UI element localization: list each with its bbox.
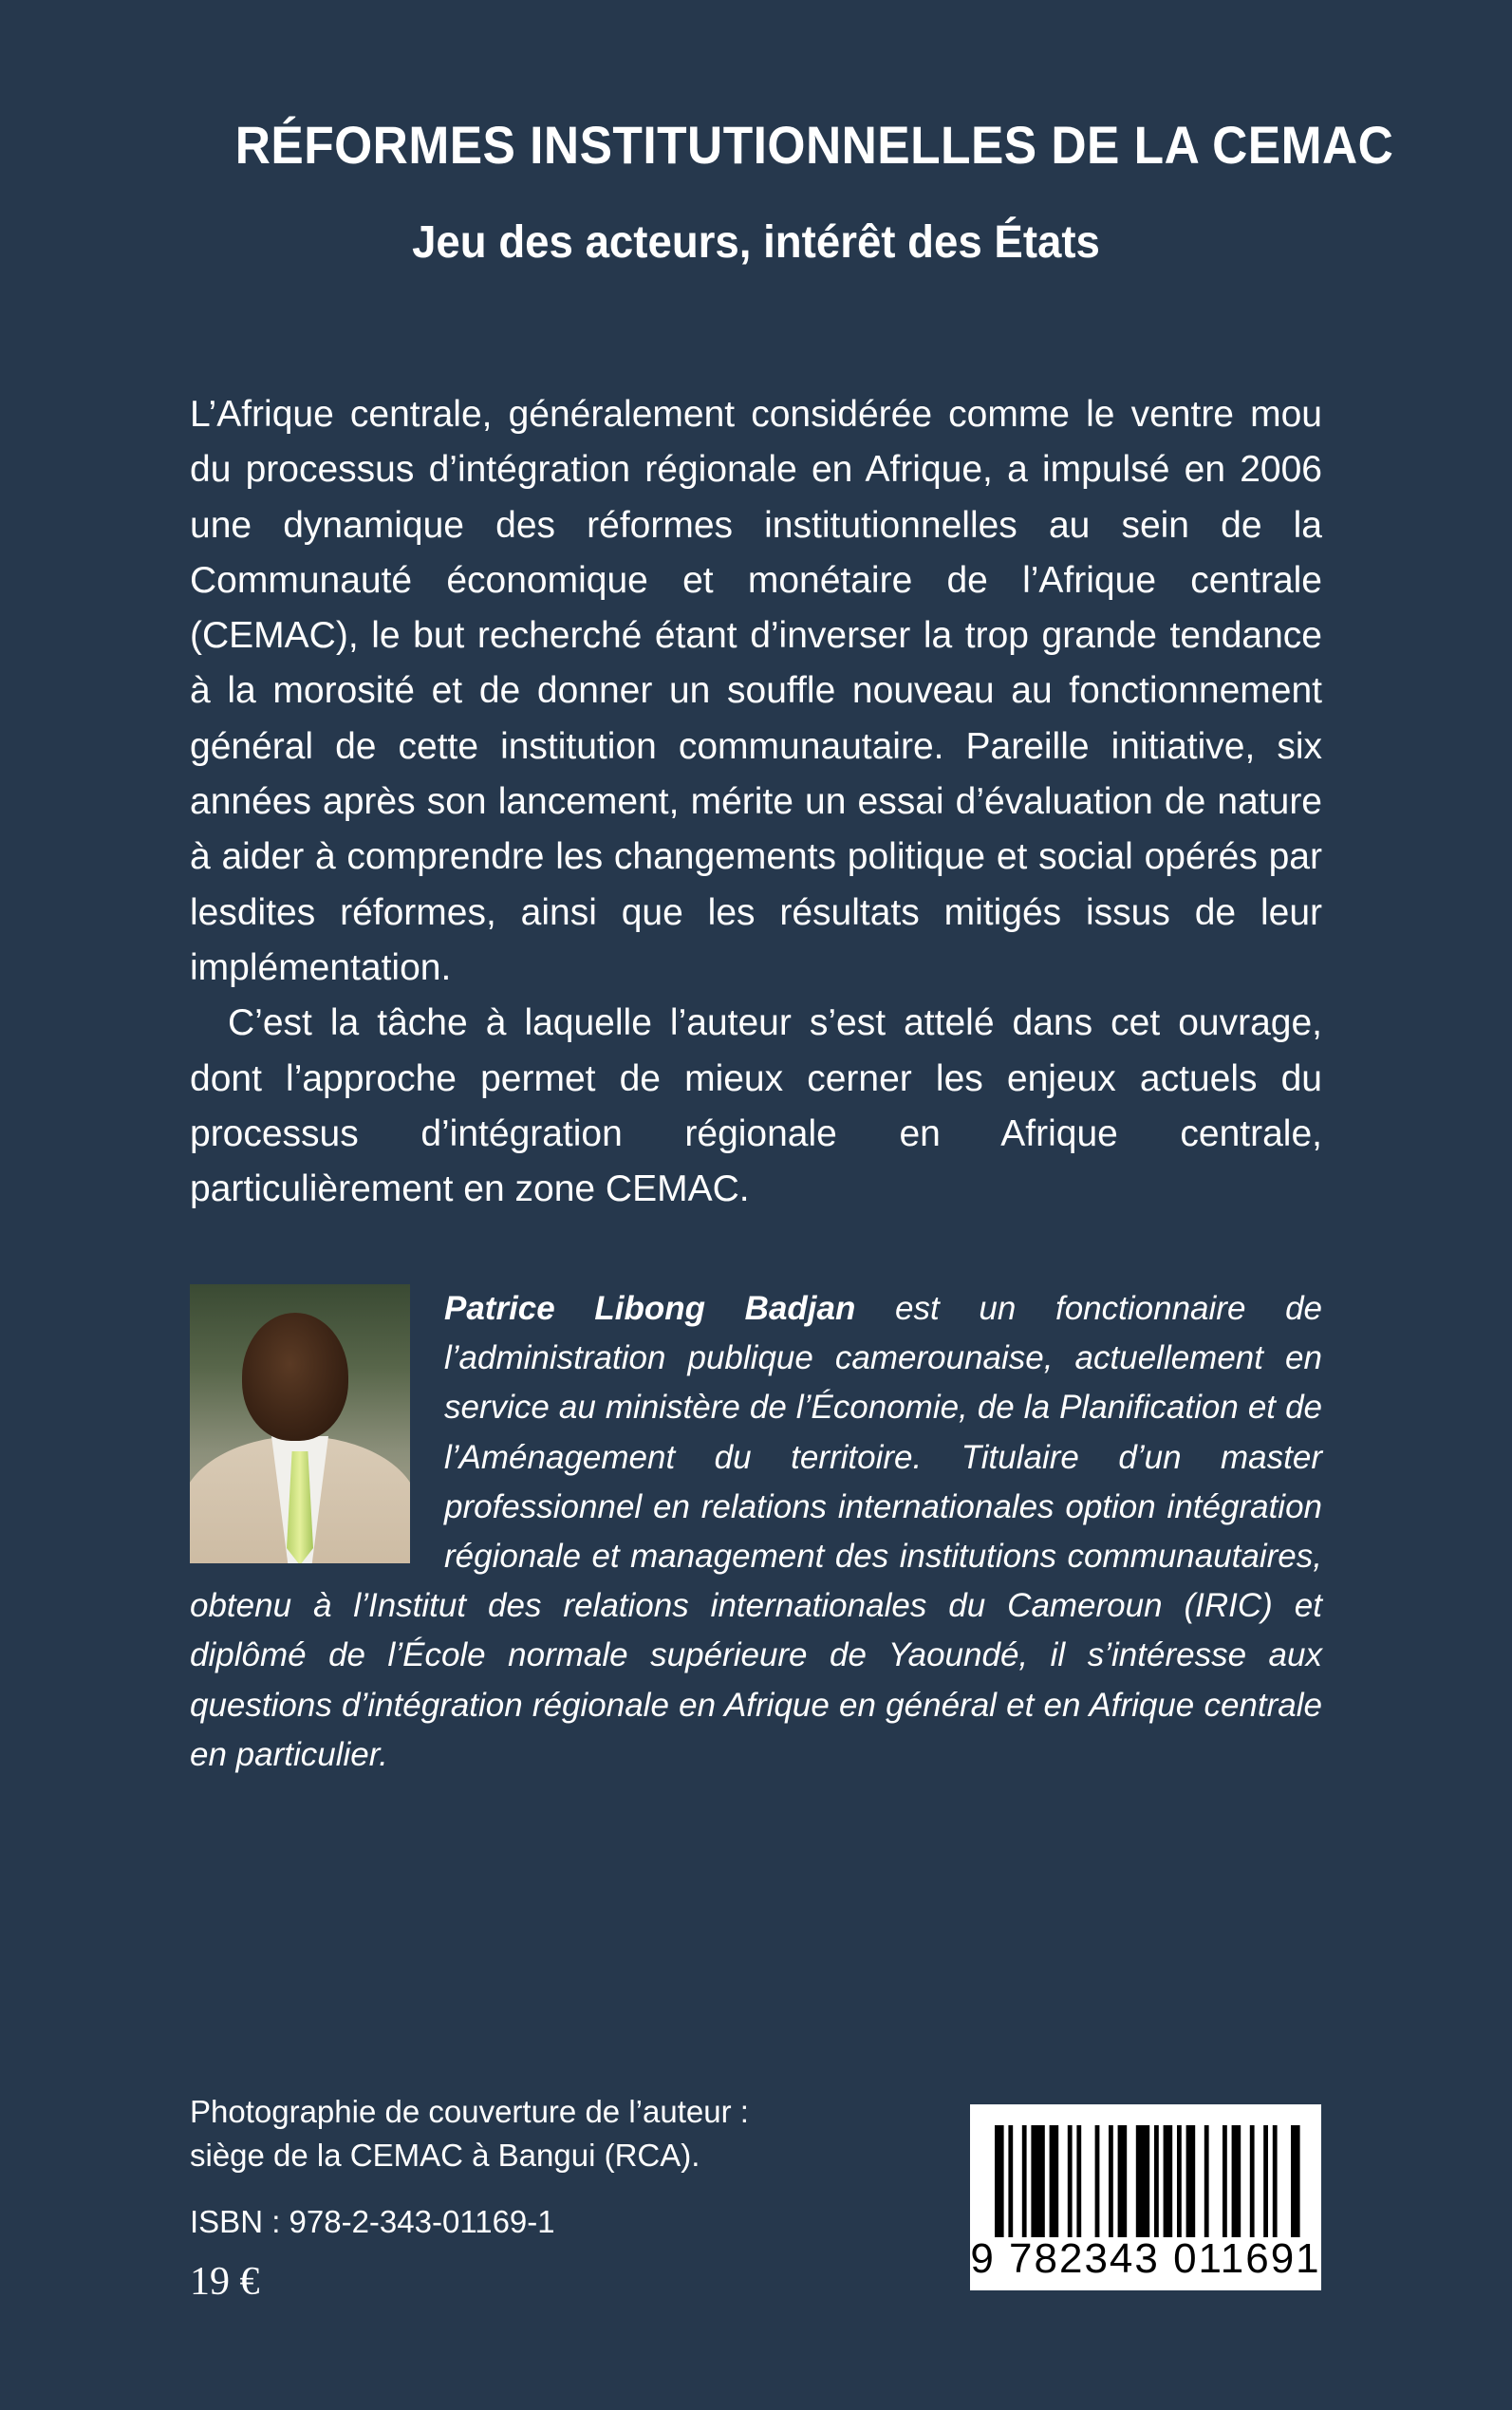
barcode-bar-19 bbox=[1263, 2125, 1268, 2237]
barcode bbox=[970, 2104, 1321, 2290]
book-summary bbox=[190, 387, 1322, 1217]
barcode-bar-12 bbox=[1164, 2125, 1173, 2237]
summary-paragraph-2: C’est la tâche à laquelle l’auteur s’est attelé dans cet ouvrage, dont l’approche permet de mieux cerner les enjeux actuels du processus d’intégration régionale en Afrique centrale, particulièrement en zone CEMAC. bbox=[190, 1002, 1322, 1210]
barcode-bar-8 bbox=[1109, 2125, 1113, 2237]
barcode-bar-13 bbox=[1177, 2125, 1182, 2237]
barcode-bar-9 bbox=[1118, 2125, 1128, 2237]
photo-credit bbox=[190, 2090, 749, 2177]
barcode-bar-15 bbox=[1204, 2125, 1209, 2237]
isbn: ISBN : 978-2-343-01169-1 bbox=[190, 2204, 555, 2239]
photo-credit-line-2: siège de la CEMAC à Bangui (RCA). bbox=[190, 2138, 700, 2173]
barcode-bar-17 bbox=[1232, 2125, 1241, 2237]
barcode-bar-20 bbox=[1273, 2125, 1278, 2237]
book-subtitle: Jeu des acteurs, intérêt des États bbox=[412, 217, 1100, 268]
barcode-bar-1 bbox=[1008, 2125, 1013, 2237]
author-photo bbox=[190, 1284, 410, 1563]
author-bio-text: est un fonctionnaire de l’administration publique camerounaise, actuellement en service au ministère de l’Économie, de la Planification et de l’Aménagement du territoire. Titulaire d’un master professionnel en relations internationales option intégration régionale et management des institutions communautaires, obtenu à l’Institut des relations internationales du Cameroun (IRIC) et diplômé de l’École normale supérieure de Yaoundé, il s’intéresse aux questions d’intégration régionale en Afrique en général et en Afrique centrale en particulier. bbox=[190, 1290, 1322, 1773]
barcode-bar-10 bbox=[1136, 2125, 1149, 2237]
barcode-bar-21 bbox=[1291, 2125, 1300, 2237]
barcode-bar-3 bbox=[1031, 2125, 1044, 2237]
barcode-bar-16 bbox=[1223, 2125, 1227, 2237]
price: 19 € bbox=[190, 2260, 260, 2304]
barcode-digits: 9 782343 011691 bbox=[970, 2235, 1321, 2282]
barcode-bar-4 bbox=[1050, 2125, 1059, 2237]
barcode-bar-7 bbox=[1095, 2125, 1100, 2237]
barcode-bar-6 bbox=[1076, 2125, 1081, 2237]
author-name: Patrice Libong Badjan bbox=[444, 1290, 856, 1327]
barcode-bar-0 bbox=[995, 2125, 1004, 2237]
barcode-bar-18 bbox=[1250, 2125, 1255, 2237]
summary-paragraph-1: L’Afrique centrale, généralement considérée comme le ventre mou du processus d’intégration régionale en Afrique, a impulsé en 2006 une dynamique des réformes institutionnelles au sein de la Communauté économique et monétaire de l’Afrique centrale (CEMAC), le but recherché étant d’inverser la trop grande tendance à la morosité et de donner un souffle nouveau au fonctionnement général de cette institution communautaire. Pareille initiative, six années après son lancement, mérite un essai d’évaluation de nature à aider à comprendre les changements politique et social opérés par lesdites réformes, ainsi que les résultats mitigés issus de leur implémentation. bbox=[190, 394, 1322, 988]
photo-credit-line-1: Photographie de couverture de l’auteur : bbox=[190, 2094, 749, 2129]
barcode-bar-14 bbox=[1186, 2125, 1196, 2237]
book-title: RÉFORMES INSTITUTIONNELLES DE LA CEMAC bbox=[234, 115, 1394, 175]
barcode-bar-5 bbox=[1068, 2125, 1073, 2237]
barcode-bar-11 bbox=[1154, 2125, 1159, 2237]
barcode-bar-2 bbox=[1022, 2125, 1027, 2237]
author-biography bbox=[190, 1284, 1322, 1780]
